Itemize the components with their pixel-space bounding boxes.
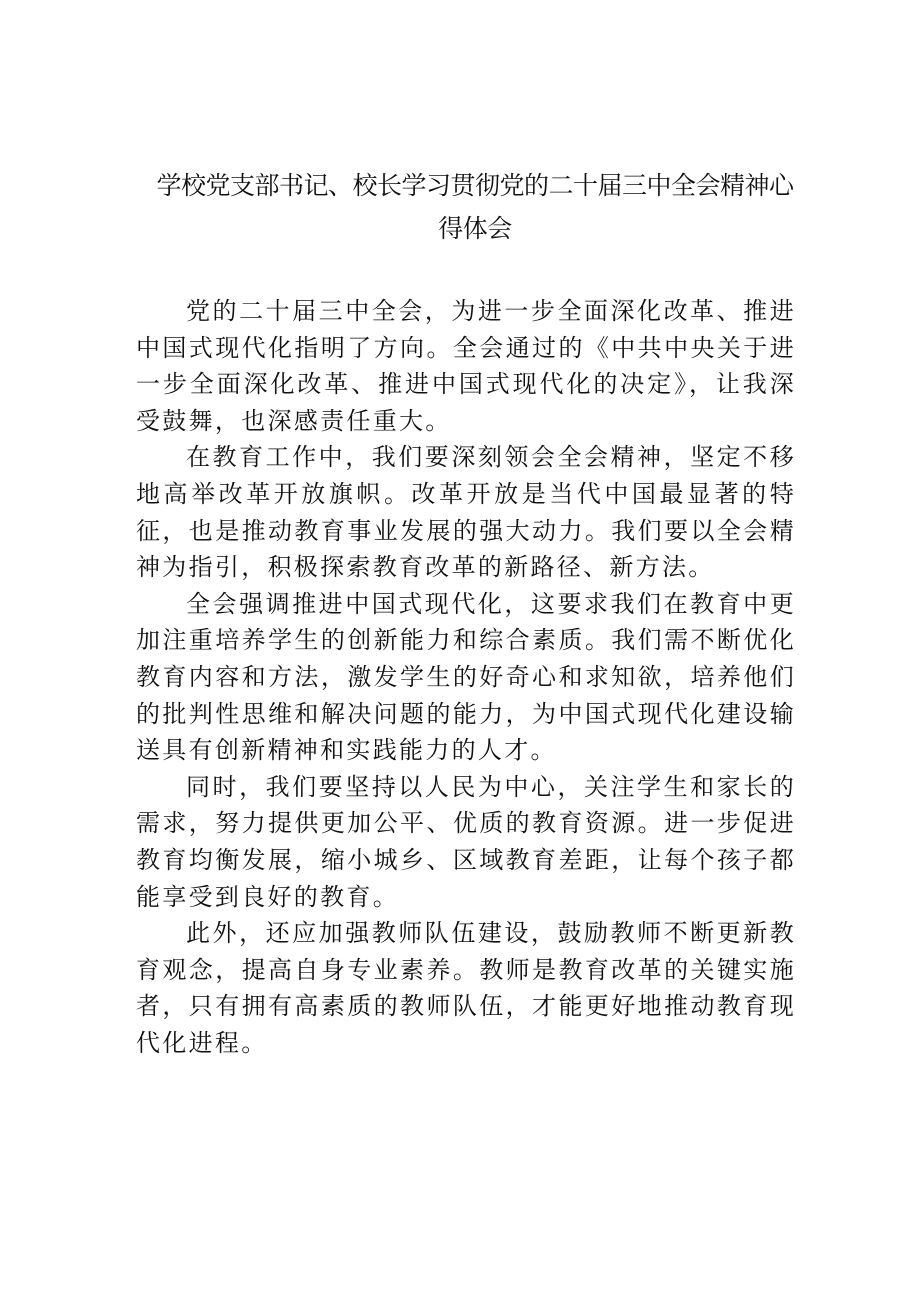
title-line-2: 得体会 — [438, 214, 512, 243]
paragraph-1: 党的二十届三中全会，为进一步全面深化改革、推进中国式现代化指明了方向。全会通过的《中共中央关于进一步全面深化改革、推进中国式现代化的决定》，让我深受鼓舞，也深感责任重大。 — [136, 297, 796, 435]
document-title — [150, 164, 800, 250]
paragraph-3: 全会强调推进中国式现代化，这要求我们在教育中更加注重培养学生的创新能力和综合素质。我们需不断优化教育内容和方法，激发学生的好奇心和求知欲，培养他们的批判性思维和解决问题的能力，为中国式现代化建设输送具有创新精神和实践能力的人才。 — [136, 589, 796, 765]
title-line-1: 学校党支部书记、校长学习贯彻党的二十届三中全会精神心 — [156, 171, 794, 200]
paragraph-2: 在教育工作中，我们要深刻领会全会精神，坚定不移地高举改革开放旗帜。改革开放是当代中国最显著的特征，也是推动教育事业发展的强大动力。我们要以全会精神为指引，积极探索教育改革的新路径、新方法。 — [136, 443, 796, 582]
paragraph-4: 同时，我们要坚持以人民为中心，关注学生和家长的需求，努力提供更加公平、优质的教育资源。进一步促进教育均衡发展，缩小城乡、区域教育差距，让每个孩子都能享受到良好的教育。 — [136, 772, 796, 911]
document-body — [136, 293, 796, 1061]
paragraph-5: 此外，还应加强教师队伍建设，鼓励教师不断更新教育观念，提高自身专业素养。教师是教育改革的关键实施者，只有拥有高素质的教师队伍，才能更好地推动教育现代化进程。 — [136, 919, 796, 1057]
